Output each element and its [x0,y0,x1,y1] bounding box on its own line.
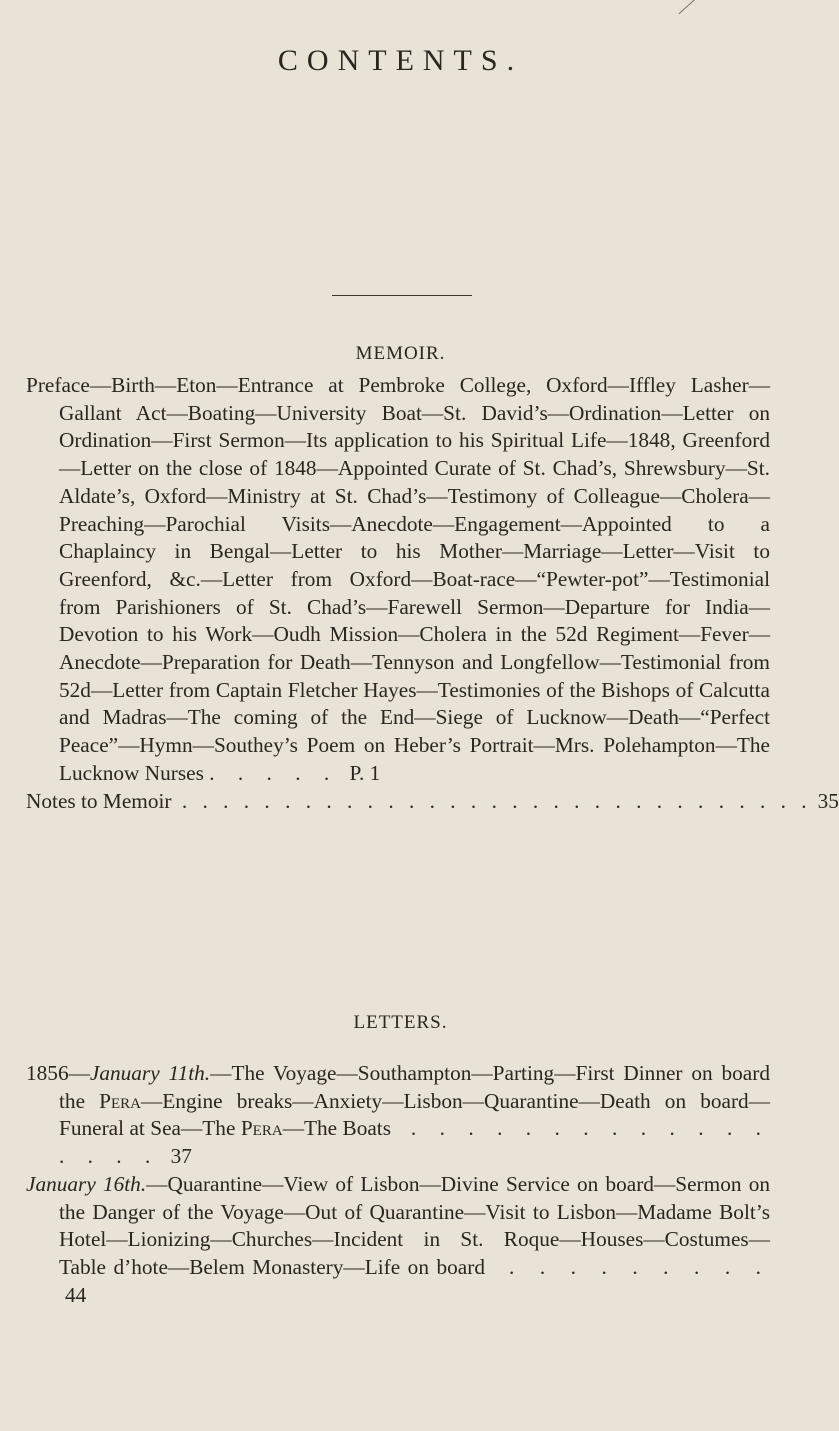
letter-page-ref: 44 [65,1282,87,1307]
page-heading: CONTENTS. [277,44,524,77]
memoir-entry-text: Preface—Birth—Eton—Entrance at Pembroke College, Oxford—Iffley Lasher—Gallant Act—Boating—University Boat—St. David’s—Ordination—Letter on Ordination—First Sermon—Its application to his Spiritual Life—1848, Greenford—Letter on the close of 1848—Appointed Curate of St. Chad’s, Shrewsbury—St. Aldate’s, Oxford—Ministry at St. Chad’s—Testimony of Colleague—Cholera—Preaching—Parochial Visits—Anecdote—Engagement—Appointed to a Chaplaincy in Bengal—Letter to his Mother—Marriage—Letter—Visit to Greenford, &c.—Letter from Oxford—Boat-race—“Pewter-pot”—Testimonial from Parishioners of St. Chad’s—Farewell Sermon—Departure for India—Devotion to his Work—Oudh Mission—Cholera in the 52d Regiment—Fever—Anecdote—Preparation for Death—Tennyson and Longfellow—Testimonial from 52d—Letter from Captain Fletcher Hayes—Testimonies of the Bishops of Calcutta and Madras—The coming of the End—Siege of Lucknow—Death—“Perfect Peace”—Hymn—Southey’s Poem on Heber’s Portrait—Mrs. Polehampton—The Lucknow Nurses [26,373,770,785]
dot-leader: . . . . . . . . . . . . . . . . . . . . . . . . . . . . . . . [171,788,812,813]
divider-rule [332,295,472,296]
letter-page-ref: 37 [170,1144,192,1169]
ship-name: Pera [240,1116,283,1141]
notes-label: Notes to Memoir [26,788,172,813]
letter-text: —Quarantine—View of Lisbon—Divine Service on board—Sermon on the Danger of the Voyage—Out of Quarantine—Visit to Lisbon—Madame Bolt’s Hotel—Lionizing—Churches—Incident in St. Roque—Houses—Costumes—Table d’hote—Belem Monastery—Life on board [59,1171,770,1279]
memoir-section-title: MEMOIR. [355,343,446,364]
letter-date: January 11th. [89,1061,211,1085]
notes-entry [26,788,839,816]
ship-name: Pera [99,1088,141,1113]
letters-entries [26,1060,770,1309]
letter-entry: 1856—January 11th.—The Voyage—Southampton—Parting—First Dinner on board the Pera—Engine breaks—Anxiety—Lisbon—Quarantine—Death on board—Funeral at Sea—The Pera—The Boats . . . . . . . . . . . . . . . . . 37 [26,1061,771,1169]
letter-text: —The Voyage—Southampton—Parting—First Dinner on board the [59,1061,770,1113]
pencil-mark [678,0,695,14]
notes-page-ref: 35 [817,788,839,813]
letter-date: January 16th. [26,1171,147,1196]
memoir-page-ref: P. 1 [349,760,381,785]
letters-section-title: LETTERS. [353,1012,448,1033]
memoir-entry: Preface—Birth—Eton—Entrance at Pembroke College, Oxford—Iffley Lasher—Gallant Act—Boating—University Boat—St. David’s—Ordination—Letter on Ordination—First Sermon—Its application to his Spiritual Life—1848, Greenford—Letter on the close of 1848—Appointed Curate of St. Chad’s, Shrewsbury—St. Aldate’s, Oxford—Ministry at St. Chad’s—Testimony of Colleague—Cholera—Preaching—Parochial Visits—Anecdote—Engagement—Appointed to a Chaplaincy in Bengal—Letter to his Mother—Marriage—Letter—Visit to Greenford, &c.—Letter from Oxford—Boat-race—“Pewter-pot”—Testimonial from Parishioners of St. Chad’s—Farewell Sermon—Departure for India—Devotion to his Work—Oudh Mission—Cholera in the 52d Regiment—Fever—Anecdote—Preparation for Death—Tennyson and Longfellow—Testimonial from 52d—Letter from Captain Fletcher Hayes—Testimonies of the Bishops of Calcutta and Madras—The coming of the End—Siege of Lucknow—Death—“Perfect Peace”—Hymn—Southey’s Poem on Heber’s Portrait—Mrs. Polehampton—The Lucknow Nurses . . . . . P. 1 [26,373,770,785]
memoir-entries [26,372,839,815]
letter-text: —Engine breaks—Anxiety—Lisbon—Quarantine—Death on board—Funeral at Sea—The [59,1088,770,1141]
letter-date-prefix: 1856— [26,1061,90,1085]
letter-entry: January 16th.—Quarantine—View of Lisbon—Divine Service on board—Sermon on the Danger of the Voyage—Out of Quarantine—Visit to Lisbon—Madame Bolt’s Hotel—Lionizing—Churches—Incident in St. Roque—Houses—Costumes—Table d’hote—Belem Monastery—Life on board . . . . . . . . . 44 [26,1171,770,1307]
letter-text: —The Boats [282,1116,392,1141]
